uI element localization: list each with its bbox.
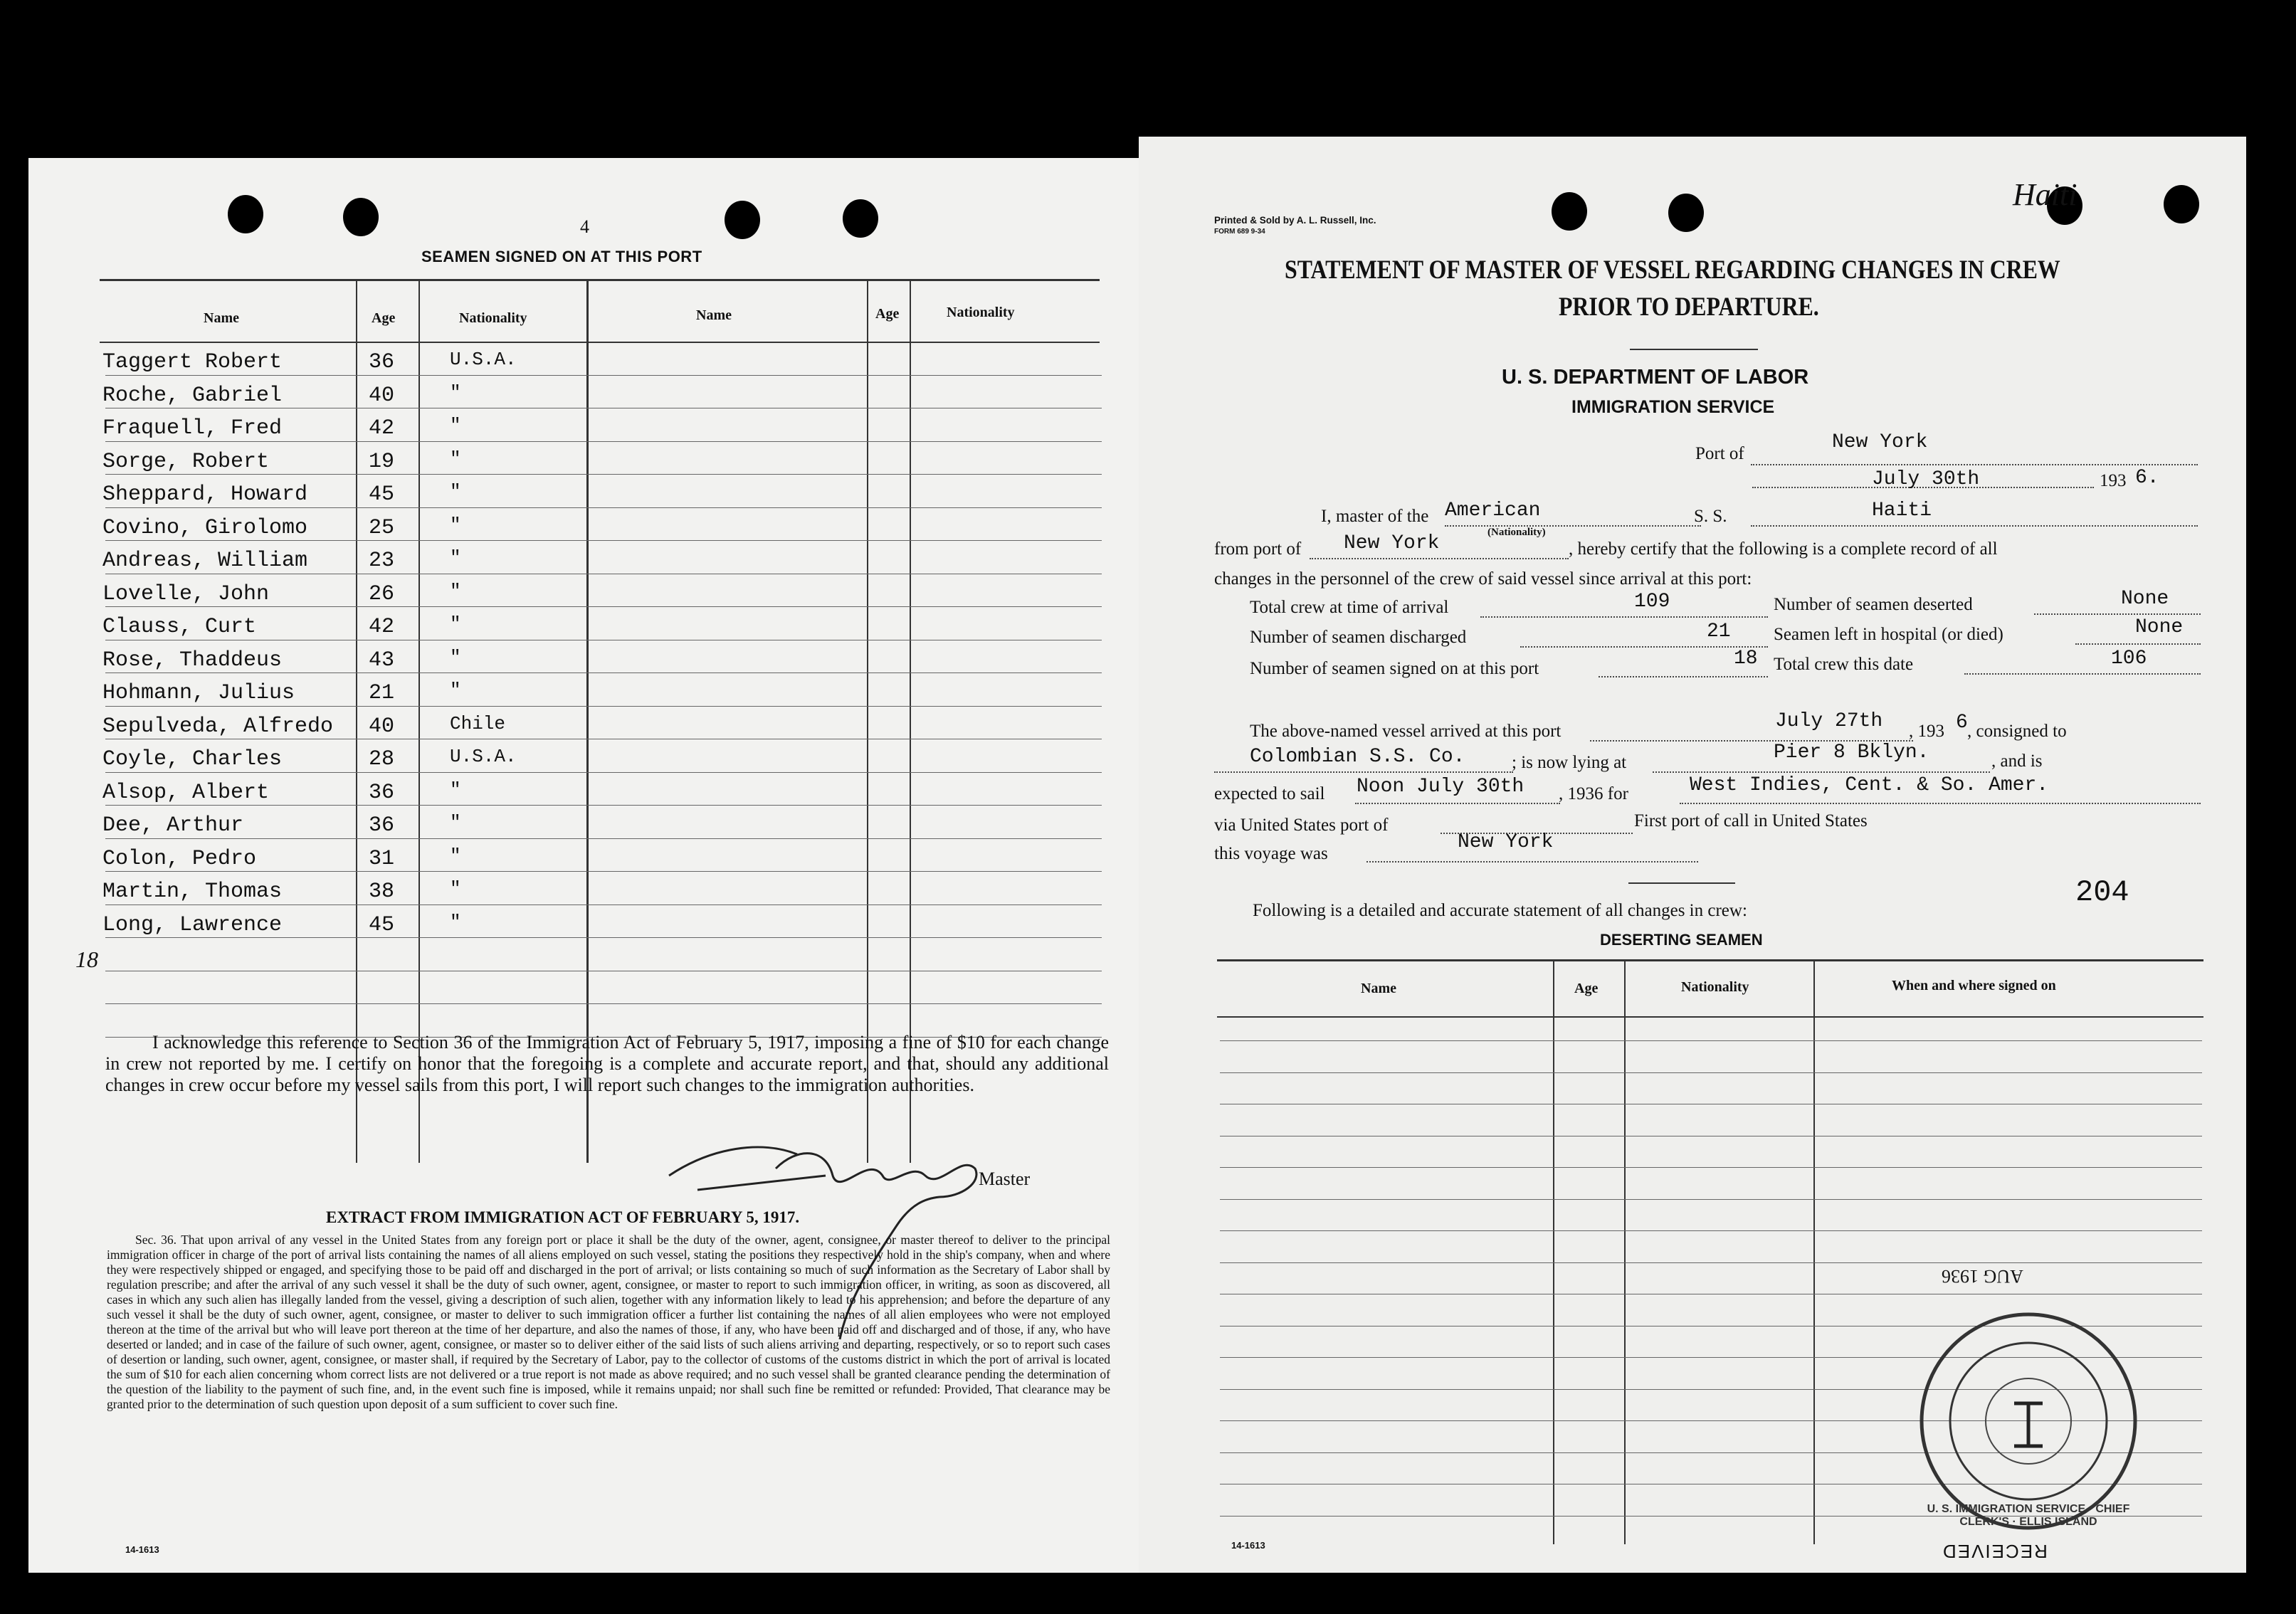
seaman-nationality: ": [450, 680, 461, 701]
table-row: [28, 344, 1139, 378]
table-row: [28, 609, 1139, 643]
punch-hole: [1668, 194, 1704, 232]
fill-line: [1480, 616, 1768, 618]
seaman-nationality: U.S.A.: [450, 349, 517, 370]
seaman-name: Sheppard, Howard: [102, 482, 308, 507]
seaman-age: 43: [369, 648, 395, 672]
voyage-value: New York: [1458, 831, 1554, 853]
row-rule: [105, 672, 1102, 673]
arrived-label: The above-named vessel arrived at this port: [1250, 722, 1562, 741]
row-rule: [105, 441, 1102, 442]
column-rule: [1553, 961, 1554, 1544]
arrived-value: July 27th: [1775, 710, 1883, 732]
nationality-value: American: [1445, 500, 1541, 522]
form-code: FORM 689 9-34: [1214, 228, 1265, 236]
seaman-age: 19: [369, 449, 395, 474]
seaman-nationality: ": [450, 547, 461, 569]
punch-hole: [1552, 192, 1587, 231]
row-rule: [1220, 1167, 2202, 1168]
table-row: [28, 378, 1139, 411]
seaman-name: Coyle, Charles: [102, 747, 283, 771]
seaman-nationality: Chile: [450, 712, 506, 734]
row-rule: [1220, 1199, 2202, 1200]
form-number-right: 14-1613: [1231, 1540, 1265, 1551]
table-row: [28, 510, 1139, 544]
seaman-age: 45: [369, 912, 395, 937]
punch-hole: [343, 198, 379, 236]
form-title-line2: PRIOR TO DEPARTURE.: [1559, 292, 1819, 322]
ss-label: S. S.: [1694, 507, 1727, 526]
deserted-value: None: [2121, 588, 2169, 610]
extract-title: EXTRACT FROM IMMIGRATION ACT OF FEBRUARY 5, 1917.: [326, 1208, 800, 1226]
table-row: [28, 907, 1139, 941]
row-rule: [105, 838, 1102, 839]
signed-on-label: Number of seamen signed on at this port: [1250, 659, 1539, 678]
received-stamp: RECEIVED: [1942, 1541, 2048, 1562]
stamp-date: AUG 1936: [1942, 1266, 2023, 1287]
seaman-nationality: ": [450, 481, 461, 502]
deserting-col-name: Name: [1361, 981, 1396, 996]
seaman-age: 28: [369, 747, 395, 771]
punch-hole: [2164, 185, 2199, 223]
seaman-name: Sepulveda, Alfredo: [102, 714, 334, 739]
row-rule: [105, 606, 1102, 607]
row-rule: [105, 474, 1102, 475]
hospital-value: None: [2135, 616, 2184, 638]
and-is-text: , and is: [1991, 751, 2043, 771]
master-of-label: I, master of the: [1321, 507, 1429, 526]
seaman-nationality: ": [450, 580, 461, 602]
seaman-nationality: ": [450, 514, 461, 536]
seaman-name: Taggert Robert: [102, 350, 283, 374]
consigned-label: , consigned to: [1967, 722, 2067, 741]
seaman-nationality: ": [450, 779, 461, 801]
acknowledgement-text: I acknowledge this reference to Section 36 of the Immigration Act of February 5, 1917, imposing a fine of $10 for each change in crew not reported by me. I certify on honor that the foregoing is a complete and accurate report, and that, should any additional changes in crew occur before my vessel sails from this port, I will report such changes to the immigration authorities.: [105, 1032, 1109, 1095]
fill-line: [1310, 558, 1569, 559]
sail-year: , 1936 for: [1559, 784, 1628, 803]
row-rule: [1220, 1230, 2202, 1231]
year-suffix: 6.: [2135, 467, 2159, 489]
seaman-nationality: ": [450, 646, 461, 668]
form-title-line1: STATEMENT OF MASTER OF VESSEL REGARDING CHANGES IN CREW: [1285, 255, 2060, 285]
seaman-name: Martin, Thomas: [102, 880, 283, 904]
extract-text: Sec. 36. That upon arrival of any vessel in the United States from any foreign port or place it shall be the duty of the owner, agent, consignee, or master thereof to deliver to the principal immigration officer in charge of the port of arrival lists containing the names of all aliens employed on such vessel, stating the positions they respectively hold in the ship's company, when and where they were respectively shipped or engaged, and specifying those to be paid off and discharged in the port of arrival; or lists containing so much of such information as the Secretary of Labor shall by regulation prescribe; and after the arrival of any such vessel it shall be the duty of such owner, agent, consignee, or master to report to such immigration officer, in writing, as soon as discovered, all cases in which any such alien has illegally landed from the vessel, giving a description of such alien, together with any information likely to lead to his apprehension; and before the departure of any such vessel it shall be the duty of such owner, agent, consignee, or master to deliver to such immigration officer a further list containing the names of all alien employees who were not employed thereon at the time of the arrival but who will leave port thereon at the time of her departure, and also the names of those, if any, who have been paid off and discharged and of those, if any, who have deserted or landed; and in case of the failure of such owner, agent, consignee, or master so to deliver either of the said lists of such aliens arriving and departing, respectively, or so to report such cases of desertion or landing, such owner, agent, consignee, or master shall, if required by the Secretary of Labor, pay to the collector of customs of the customs district in which the port of arrival is located the sum of $10 for each alien concerning whom correct lists are not delivered or a true report is not made as above required; and no such vessel shall be granted clearance pending the determination of the question of the liability to the payment of such fine, and, in the event such fine is imposed, while it remains unpaid; nor shall such fine be remitted or refunded: Provided, That clearance may be granted prior to the determination of such question upon deposit of a sum sufficient to cover such fine.: [107, 1233, 1110, 1411]
seaman-name: Hohmann, Julius: [102, 681, 295, 705]
fill-line: [1653, 771, 1990, 773]
row-rule: [105, 904, 1102, 905]
service: IMMIGRATION SERVICE: [1571, 397, 1775, 417]
table-row: [28, 841, 1139, 875]
row-rule: [105, 937, 1102, 938]
rule: [1217, 959, 2203, 961]
table-row: [28, 808, 1139, 841]
year-prefix: 193: [2100, 471, 2127, 490]
seaman-age: 40: [369, 383, 395, 408]
table-row: [28, 444, 1139, 478]
col-header-name: Name: [204, 310, 239, 326]
first-port-label: First port of call in United States: [1634, 811, 1868, 830]
fill-line: [1366, 861, 1698, 863]
punch-hole: [843, 199, 878, 238]
seaman-nationality: ": [450, 381, 461, 404]
table-row: [28, 576, 1139, 610]
consignee-value: Colombian S.S. Co.: [1250, 746, 1465, 768]
col-header-name-2: Name: [696, 307, 732, 323]
row-rule: [105, 871, 1102, 872]
total-crew-date-label: Total crew this date: [1774, 655, 1914, 674]
form-number: 14-1613: [125, 1544, 159, 1555]
discharged-label: Number of seamen discharged: [1250, 628, 1467, 647]
punch-hole: [228, 195, 263, 233]
row-rule: [105, 772, 1102, 773]
rule: [1630, 349, 1758, 350]
seaman-nationality: ": [450, 878, 461, 900]
row-rule: [105, 375, 1102, 376]
printer-credit: Printed & Sold by A. L. Russell, Inc.: [1214, 215, 1376, 226]
table-row: [28, 742, 1139, 775]
stamp-number: 204: [2075, 875, 2129, 909]
column-rule: [1813, 961, 1815, 1544]
seaman-name: Roche, Gabriel: [102, 383, 283, 408]
fill-line: [1214, 771, 1513, 773]
seaman-name: Colon, Pedro: [102, 846, 257, 871]
lying-label: ; is now lying at: [1512, 753, 1627, 772]
handwritten-corner-note: Haiti: [2013, 177, 2078, 212]
discharged-value: 21: [1707, 621, 1731, 643]
destination-value: West Indies, Cent. & So. Amer.: [1690, 774, 2049, 796]
seaman-name: Lovelle, John: [102, 581, 270, 606]
total-crew-arrival-label: Total crew at time of arrival: [1250, 598, 1449, 617]
row-rule: [1220, 1262, 2202, 1263]
table-row: [28, 874, 1139, 907]
seaman-age: 38: [369, 880, 395, 904]
seaman-nationality: ": [450, 415, 461, 436]
seaman-name: Andreas, William: [102, 549, 308, 573]
seaman-age: 42: [369, 615, 395, 639]
col-header-nationality-2: Nationality: [947, 305, 1015, 320]
rule: [1217, 1016, 2203, 1018]
table-row: [28, 543, 1139, 576]
table-row: [28, 411, 1139, 444]
punch-hole: [725, 201, 760, 239]
seaman-nationality: ": [450, 613, 461, 635]
row-rule: [105, 706, 1102, 707]
nationality-caption: (Nationality): [1487, 527, 1546, 538]
deserted-label: Number of seamen deserted: [1774, 595, 1973, 614]
seaman-age: 45: [369, 482, 395, 507]
arrived-year-suffix: 6: [1956, 712, 1968, 734]
seaman-name: Alsop, Albert: [102, 780, 270, 805]
stamp-text: U. S. IMMIGRATION SERVICE · CHIEF CLERK'S · ELLIS ISLAND: [1927, 1503, 2130, 1528]
seaman-name: Fraquell, Fred: [102, 416, 283, 441]
department: U. S. DEPARTMENT OF LABOR: [1502, 366, 1809, 389]
seaman-age: 40: [369, 714, 395, 739]
fill-line: [1680, 803, 2201, 804]
table-row: [28, 709, 1139, 742]
master-label: Master: [979, 1169, 1031, 1189]
date-value: July 30th: [1872, 468, 1980, 490]
fill-line: [1964, 673, 2201, 675]
row-rule: [1220, 1072, 2202, 1073]
row-count-note: 18: [75, 946, 98, 972]
seaman-name: Dee, Arthur: [102, 813, 244, 838]
seaman-age: 36: [369, 780, 395, 805]
seaman-age: 36: [369, 350, 395, 374]
fill-line: [2034, 613, 2201, 615]
col-header-age-2: Age: [875, 306, 900, 322]
total-crew-arrival-value: 109: [1634, 591, 1670, 613]
hospital-label: Seamen left in hospital (or died): [1774, 625, 2003, 644]
rule: [1628, 882, 1735, 884]
fill-line: [1445, 525, 1701, 527]
table-row: [28, 643, 1139, 676]
fill-line: [1355, 803, 1560, 804]
seaman-nationality: ": [450, 845, 461, 867]
seaman-age: 25: [369, 515, 395, 540]
seaman-name: Clauss, Curt: [102, 615, 257, 639]
seaman-name: Covino, Girolomo: [102, 515, 308, 540]
deserting-col-when-where: When and where signed on: [1892, 978, 2056, 993]
certify-text: , hereby certify that the following is a complete record of all: [1569, 539, 1998, 559]
rule: [100, 342, 1100, 343]
from-port-value: New York: [1344, 532, 1440, 554]
table-row: [28, 675, 1139, 709]
seaman-name: Sorge, Robert: [102, 449, 270, 474]
changes-heading: Following is a detailed and accurate statement of all changes in crew:: [1253, 901, 1747, 920]
expected-label: expected to sail: [1214, 784, 1325, 803]
seaman-name: Long, Lawrence: [102, 912, 283, 937]
fill-line: [1751, 525, 2198, 527]
changes-text: changes in the personnel of the crew of said vessel since arrival at this port:: [1214, 569, 1752, 589]
seaman-nationality: ": [450, 448, 461, 470]
seaman-age: 23: [369, 549, 395, 573]
page-number: 4: [580, 216, 589, 237]
seaman-nationality: ": [450, 911, 461, 933]
rule: [100, 279, 1100, 281]
port-label: Port of: [1695, 444, 1744, 463]
from-port-label: from port of: [1214, 539, 1302, 559]
voyage-label: this voyage was: [1214, 844, 1328, 863]
sail-value: Noon July 30th: [1357, 776, 1524, 798]
seaman-nationality: U.S.A.: [450, 746, 517, 767]
left-page: [28, 158, 1139, 1573]
deserting-col-age: Age: [1574, 981, 1599, 996]
seaman-age: 36: [369, 813, 395, 838]
signed-on-value: 18: [1734, 648, 1758, 670]
lying-value: Pier 8 Bklyn.: [1774, 742, 1929, 764]
arrived-year-prefix: , 193: [1909, 722, 1944, 741]
column-rule: [1624, 961, 1626, 1544]
col-header-age: Age: [372, 310, 396, 326]
table-row: [28, 477, 1139, 510]
seaman-age: 21: [369, 681, 395, 705]
seaman-age: 42: [369, 416, 395, 441]
fill-line: [1751, 464, 2198, 465]
col-header-nationality: Nationality: [459, 310, 527, 326]
ship-value: Haiti: [1872, 500, 1932, 522]
right-page: [1139, 137, 2246, 1573]
seaman-age: 26: [369, 581, 395, 606]
deserting-title: DESERTING SEAMEN: [1600, 931, 1763, 949]
row-rule: [105, 1003, 1102, 1004]
row-rule: [105, 507, 1102, 508]
row-rule: [105, 540, 1102, 541]
total-crew-date-value: 106: [2111, 648, 2147, 670]
fill-line: [2075, 643, 2201, 645]
left-table-title: SEAMEN SIGNED ON AT THIS PORT: [421, 248, 702, 265]
seaman-name: Rose, Thaddeus: [102, 648, 283, 672]
seaman-age: 31: [369, 846, 395, 871]
via-label: via United States port of: [1214, 816, 1389, 835]
port-value: New York: [1832, 431, 1928, 453]
seaman-nationality: ": [450, 812, 461, 833]
row-rule: [105, 805, 1102, 806]
row-rule: [1220, 1040, 2202, 1041]
table-row: [28, 775, 1139, 808]
fill-line: [1599, 676, 1768, 677]
fill-line: [1520, 646, 1768, 648]
deserting-col-nationality: Nationality: [1681, 979, 1749, 995]
